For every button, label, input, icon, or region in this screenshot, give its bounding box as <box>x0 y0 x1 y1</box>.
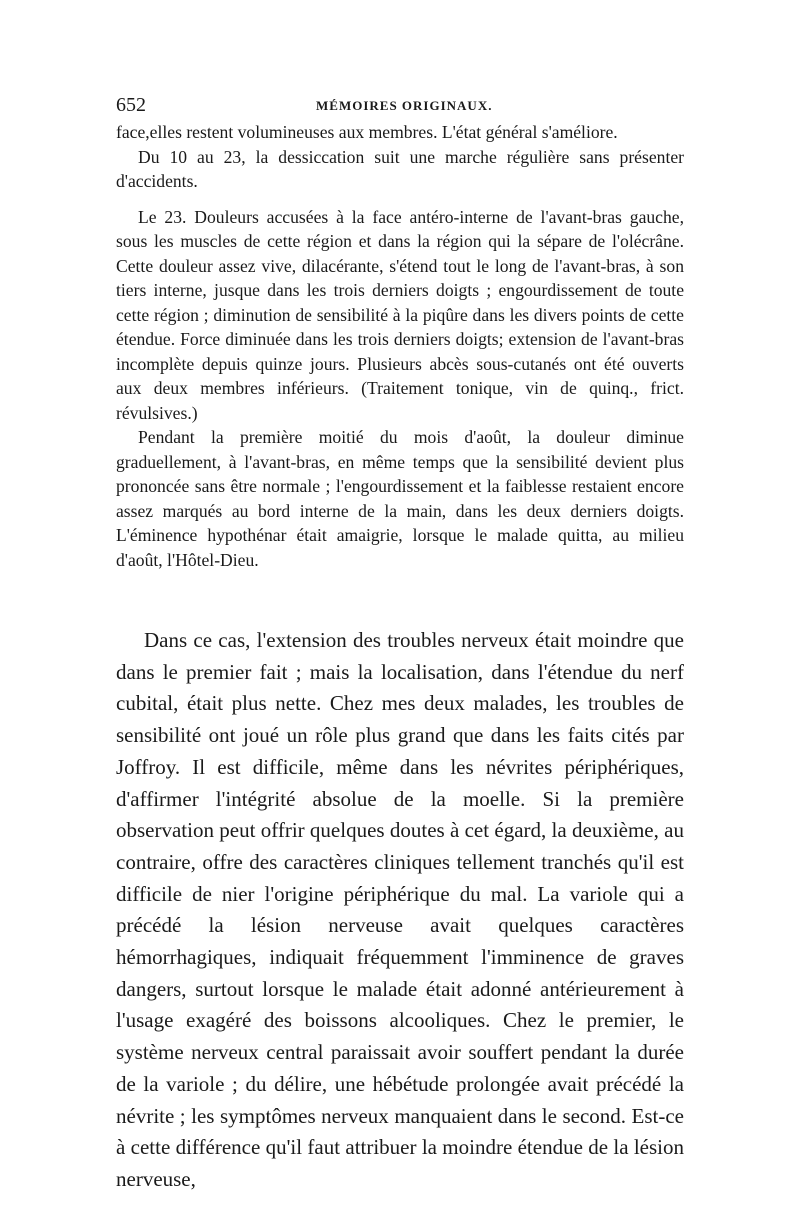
paragraph-gap <box>116 194 684 205</box>
case-note-paragraph: Du 10 au 23, la dessiccation suit une marche régulière sans présenter d'accidents. <box>116 146 684 191</box>
discussion-section <box>116 625 684 1196</box>
page-number: 652 <box>116 94 146 116</box>
running-title: MÉMOIRES ORIGINAUX. <box>316 98 493 113</box>
book-page <box>116 90 684 1196</box>
page-header <box>116 90 684 120</box>
case-note-paragraph: Le 23. Douleurs accusées à la face antéro-interne de l'avant-bras gauche, sous les muscles de cette région et dans la région qui la sépare de l'olécrâne. Cette douleur assez vive, dilacérante, s'étend tout le long de l'avant-bras, à son tiers interne, jusque dans les trois derniers doigts ; engourdissement de toute cette région ; diminution de sensibilité à la piqûre dans les divers points de cette étendue. Force diminuée dans les trois derniers doigts; extension de l'avant-bras incomplète depuis quinze jours. Plusieurs abcès sous-cutanés ont été ouverts aux deux membres inférieurs. (Traitement tonique, vin de quinq., frict. révulsives.) <box>116 206 684 423</box>
discussion-paragraph: Dans ce cas, l'extension des troubles nerveux était moindre que dans le premier fait ; mais la localisation, dans l'étendue du nerf cubital, était plus nette. Chez mes deux malades, les troubles de sensibilité ont joué un rôle plus grand que dans les faits cités par Joffroy. Il est difficile, même dans les névrites périphériques, d'affirmer l'intégrité absolue de la moelle. Si la première observation peut offrir quelques doutes à cet égard, la deuxième, au contraire, offre des caractères cliniques tellement tranchés qu'il est difficile de nier l'origine périphérique du mal. La variole qui a précédé la lésion nerveuse avait quelques caractères hémorrhagiques, indiquait fréquemment l'imminence de graves dangers, surtout lorsque le malade était adonné antérieurement à l'usage exagéré des boissons alcooliques. Chez le premier, le système nerveux central paraissait avoir souffert pendant la durée de la variole ; du délire, une hébétude prolongée avait précédé la névrite ; les symptômes nerveux manquaient dans le second. Est-ce à cette différence qu'il faut attribuer la moindre étendue de la lésion nerveuse, <box>116 628 684 1191</box>
case-note-paragraph: Pendant la première moitié du mois d'août, la douleur diminue graduellement, à l'avant-bras, en même temps que la sensibilité devient plus prononcée sans être normale ; l'engourdissement et la faiblesse restaient encore assez marqués au bord interne de la main, dans les deux derniers doigts. L'éminence hypothénar était amaigrie, lorsque le malade quitta, au milieu d'août, l'Hôtel-Dieu. <box>116 427 684 570</box>
case-notes <box>116 120 684 572</box>
case-note-paragraph: face,elles restent volumineuses aux membres. L'état général s'améliore. <box>116 122 618 142</box>
